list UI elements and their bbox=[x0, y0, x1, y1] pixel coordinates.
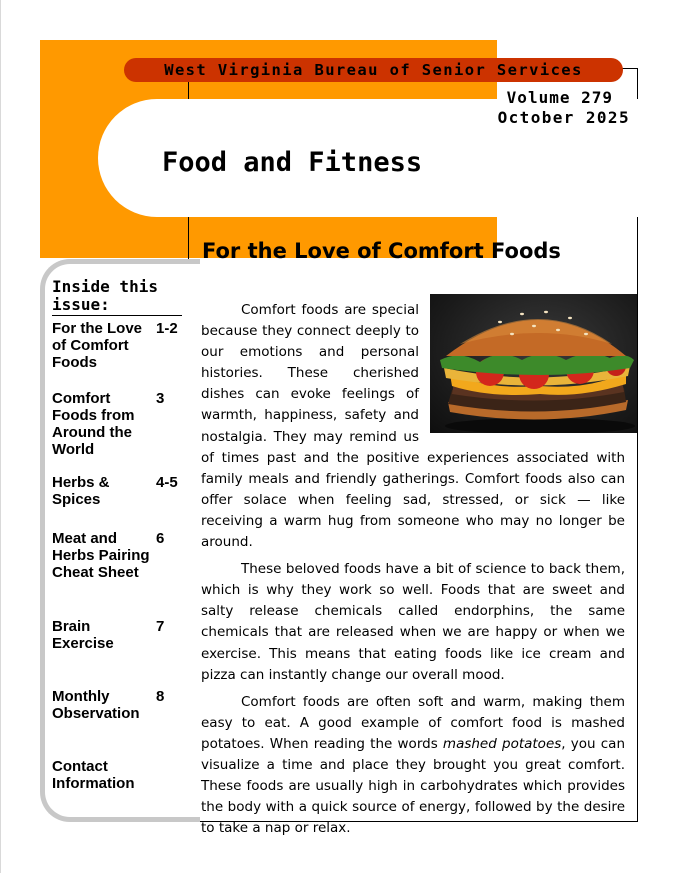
article-headline: For the Love of Comfort Foods bbox=[202, 239, 561, 263]
toc-item-page: 7 bbox=[156, 618, 165, 635]
volume-label: Volume 279 bbox=[506, 88, 613, 107]
toc-item-label: Brain Exercise bbox=[52, 618, 114, 652]
toc-item[interactable] bbox=[52, 390, 188, 458]
newsletter-title: Food and Fitness bbox=[162, 147, 423, 178]
toc-item[interactable] bbox=[52, 474, 188, 508]
toc-item-page: 4-5 bbox=[156, 474, 178, 491]
article-paragraph-3 bbox=[201, 692, 625, 840]
toc-item[interactable] bbox=[52, 688, 188, 722]
emphasis-text: mashed potatoes bbox=[442, 735, 562, 752]
toc-item[interactable] bbox=[52, 618, 188, 652]
toc-item[interactable] bbox=[52, 758, 188, 792]
toc-item-page: 1-2 bbox=[156, 320, 178, 337]
toc-item-page: 6 bbox=[156, 530, 165, 547]
toc-item-label: Contact Information bbox=[52, 758, 135, 792]
toc-item-label: Monthly Observation bbox=[52, 688, 140, 722]
toc-item-label: For the Love of Comfort Foods bbox=[52, 320, 143, 371]
paragraph-text: Comfort foods are often soft and warm, making them easy to eat. A good example of comfort food is mashed potatoes. When reading the words bbox=[201, 693, 625, 752]
toc-item-label: Herbs & Spices bbox=[52, 474, 110, 508]
image-wrap-space bbox=[419, 300, 625, 442]
organization-banner: West Virginia Bureau of Senior Services bbox=[124, 58, 623, 82]
toc-item[interactable] bbox=[52, 530, 188, 581]
article-paragraph-1: Comfort foods are special because they connect deeply to our emotions and personal histories. These cherished dishes can evoke feelings of warmth, happiness, safety and nostalgia. They may remind us of times past and the positive experiences associated with family meals and friendly gatherings. Comfort foods also can offer solace when feeling sad, stressed, or sick — like receiving a warm hug from someone who may no longer be around. bbox=[201, 302, 625, 551]
paragraph-text: , you can visualize a time and place they brought you great comfort. These foods are usually high in carbohydrates which provides the body with a quick source of energy, followed by the desire to take a nap or relax. bbox=[201, 735, 625, 837]
toc-item-page: 3 bbox=[156, 390, 165, 407]
article-body bbox=[201, 300, 625, 845]
toc-item-page: 8 bbox=[156, 688, 165, 705]
article-paragraph-2: These beloved foods have a bit of science to back them, which is why they work so well. Foods that are sweet and salty release chemicals called endorphins, the same chemicals that are released when we are happy or when we exercise. This means that eating foods like ice cream and pizza can instantly change our overall mood. bbox=[201, 561, 625, 683]
sidebar-heading: Inside this issue: bbox=[52, 278, 182, 316]
toc-item-label: Meat and Herbs Pairing Cheat Sheet bbox=[52, 530, 150, 581]
page-edge bbox=[0, 0, 1, 873]
toc-item-label: Comfort Foods from Around the World bbox=[52, 390, 135, 458]
issue-date: October 2025 bbox=[497, 108, 630, 127]
toc-item[interactable] bbox=[52, 320, 188, 371]
